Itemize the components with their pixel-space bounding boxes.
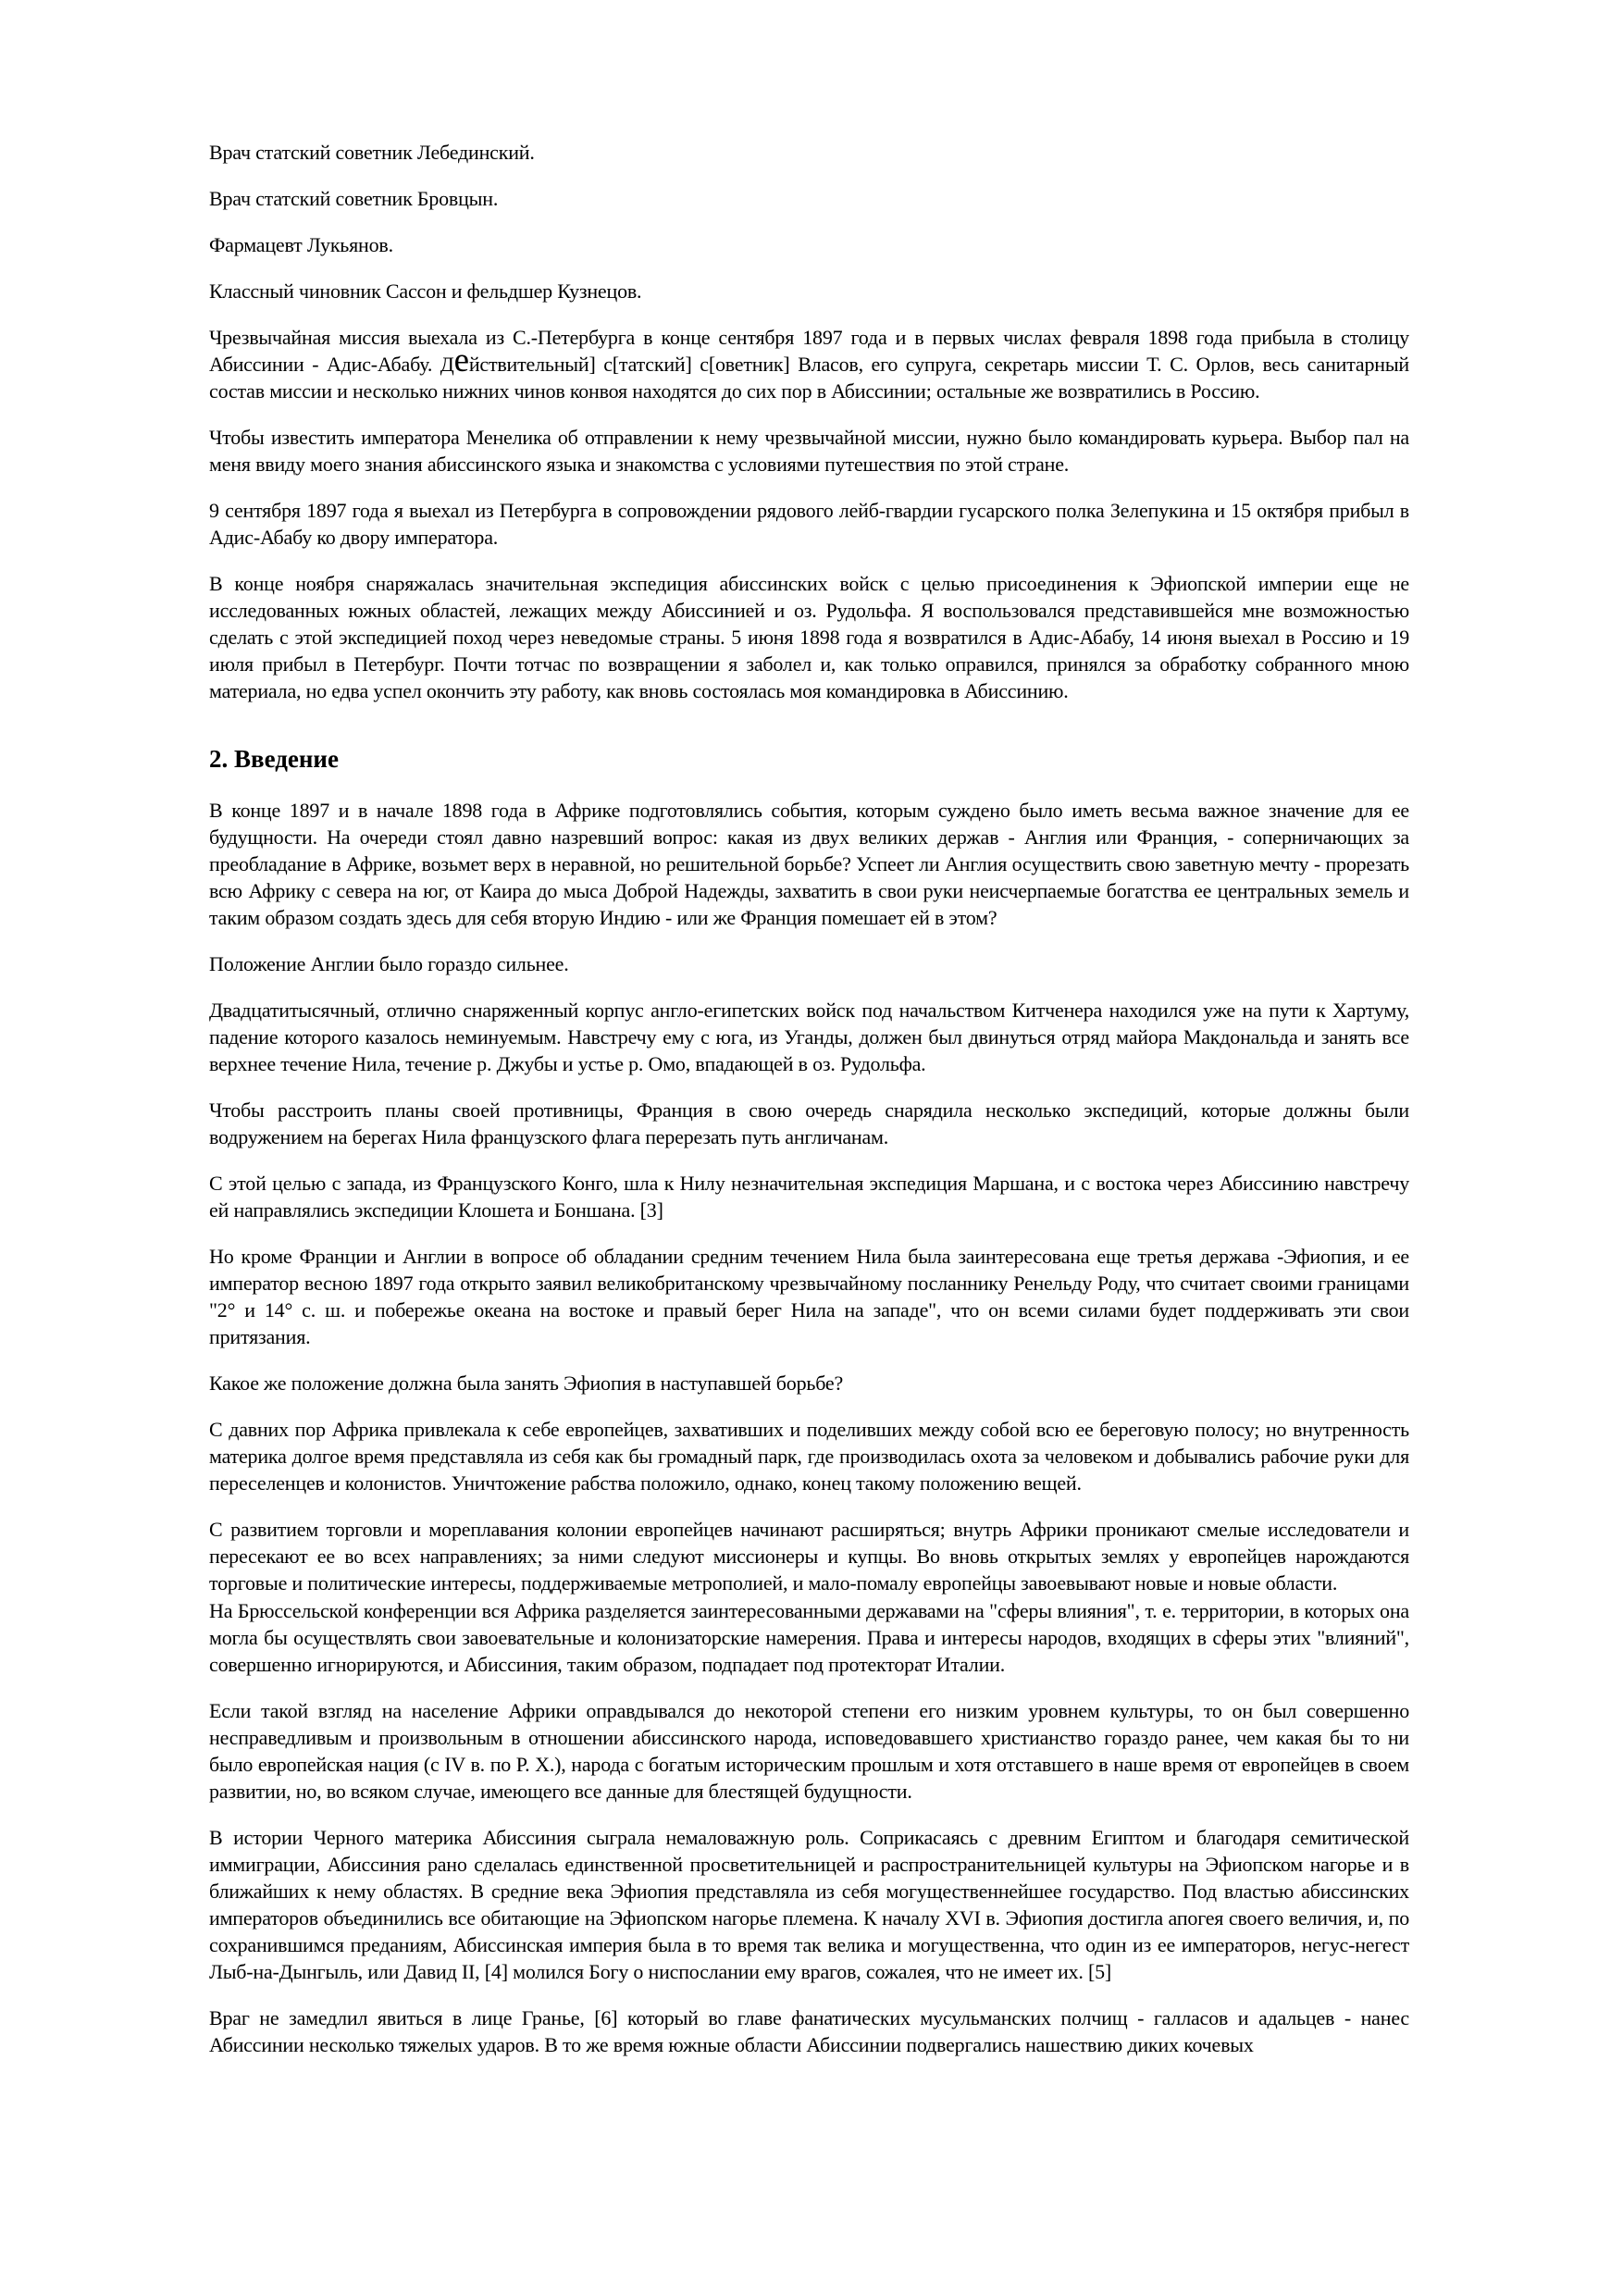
paragraph-text-before: Чрезвычайная миссия выехала из С.-Петербурга в конце сентября 1897 года и в первых числах февраля 1898 года прибыла в столицу Абиссинии - Адис-Абабу. Д	[209, 326, 1409, 376]
paragraph-marchand-expedition: С этой целью с запада, из Французского Конго, шла к Нилу незначительная экспедиция Маршана, и с востока через Абиссинию навстречу ей направлялись экспедиции Клошета и Боншана. [3]	[209, 1172, 1409, 1222]
paragraph-granye-enemy: Враг не замедлил явиться в лице Гранье, [6] который во главе фанатических мусульманских полчищ - галласов и адальцев - нанес Абиссинии несколько тяжелых ударов. В то же время южные области Абиссинии подвергались нашествию диких кочевых	[209, 2006, 1409, 2056]
paragraph-text-after: йствительный] с[татский] с[оветник] Власов, его супруга, секретарь миссии Т. С. Орлов, весь санитарный состав миссии и несколько нижних чинов конвоя находятся до сих пор в Абиссинии; остальные же возвратились в Россию.	[209, 353, 1409, 403]
paragraph-ethiopia-question: Какое же положение должна была занять Эфиопия в наступавшей борьбе?	[209, 1371, 844, 1395]
paragraph-kitchener-corps: Двадцатитысячный, отлично снаряженный корпус англо-египетских войск под начальством Китченера находился уже на пути к Хартуму, падение которого казалось неминуемым. Навстречу ему с юга, из Уганды, должен был двинуться отряд майора Макдональда и занять все верхнее течение Нила, течение р. Джубы и устье р. Омо, впадающей в оз. Рудольфа.	[209, 999, 1409, 1075]
paragraph-france-expeditions: Чтобы расстроить планы своей противницы, Франция в свою очередь снарядила несколько экспедиций, которые должны были водружением на берегах Нила французского флага перерезать путь англичанам.	[209, 1098, 1409, 1148]
paragraph-abyssinian-people: Если такой взгляд на население Африки оправдывался до некоторой степени его низким уровнем культуры, то он был совершенно несправедливым и произвольным в отношении абиссинского народа, исповедовавшего христианство гораздо ранее, чем какая бы то ни было европейская нация (с IV в. по Р. Х.), народа с богатым историческим прошлым и хотя отставшего в наше время от европейцев в своем развитии, но, во всяком случае, имеющего все данные для блестящей будущности.	[209, 1699, 1409, 1803]
paragraph-abyssinia-history: В истории Черного материка Абиссиния сыграла немаловажную роль. Соприкасаясь с древним Египтом и благодаря семитической иммиграции, Абиссиния рано сделалась единственной просветительницей и распространительницей культуры на Эфиопском нагорье и в ближайших к нему областях. В средние века Эфиопия представляла из себя могущественнейшее государство. Под властью абиссинских императоров объединились все обитающие на Эфиопском нагорье племена. К началу XVI в. Эфиопия достигла апогея своего величия, и, по сохранившимся преданиям, Абиссинская империя была в то время так велика и могущественна, что один из ее императоров, негус-негест Лыб-на-Дынгыль, или Давид II, [4] молился Богу о ниспослании ему врагов, сожалея, что не имеет их. [5]	[209, 1826, 1409, 1983]
paragraph-courier-choice: Чтобы известить императора Менелика об отправлении к нему чрезвычайной миссии, нужно было командировать курьера. Выбор пал на меня ввиду моего знания абиссинского языка и знакомства с условиями путешествия по этой стране.	[209, 426, 1409, 476]
paragraph-africa-events: В конце 1897 и в начале 1898 года в Африке подготовлялись события, которым суждено было иметь весьма важное значение для ее будущности. На очереди стоял давно назревший вопрос: какая из двух великих держав - Англия или Франция, - соперничающих за преобладание в Африке, возьмет верх в неравной, но решительной борьбе? Успеет ли Англия осуществить свою заветную мечту - прорезать всю Африку с севера на юг, от Каира до мыса Доброй Надежды, захватить в свои руки неисчерпаемые богатства ее центральных земель и таким образом создать здесь для себя вторую Индию - или же Франция помешает ей в этом?	[209, 799, 1409, 929]
paragraph-africa-europeans: С давних пор Африка привлекала к себе европейцев, захвативших и поделивших между собой всю ее береговую полосу; но внутренность материка долгое время представляла из себя как бы громадный парк, где производилась охота за человеком и добывались рабочие руки для переселенцев и колонистов. Уничтожение рабства положило, однако, конец такому положению вещей.	[209, 1418, 1409, 1495]
section-heading-introduction: 2. Введение	[209, 745, 339, 773]
paragraph-september-departure: 9 сентября 1897 года я выехал из Петербурга в сопровождении рядового лейб-гвардии гусарского полка Зелепукина и 15 октября прибыл в Адис-Абабу ко двору императора.	[209, 499, 1409, 549]
paragraph-mission-departure	[209, 324, 1409, 404]
paragraph-ethiopia-claims: Но кроме Франции и Англии в вопросе об обладании средним течением Нила была заинтересована еще третья держава -Эфиопия, и ее император весною 1897 года открыто заявил великобританскому чрезвычайному посланнику Ренельду Роду, что считает своими границами "2° и 14° с. ш. и побережье океана на востоке и правый берег Нила на западе", что он всеми силами будет поддерживать эти свои притязания.	[209, 1245, 1409, 1348]
paragraph-november-expedition: В конце ноября снаряжалась значительная экспедиция абиссинских войск с целью присоединения к Эфиопской империи еще не исследованных южных областей, лежащих между Абиссинией и оз. Рудольфа. Я воспользовался представившейся мне возможностью сделать с этой экспедицией поход через неведомые страны. 5 июня 1898 года я возвратился в Адис-Абабу, 14 июня выехал в Россию и 19 июля прибыл в Петербург. Почти тотчас по возвращении я заболел и, как только оправился, принялся за обработку собранного мною материала, но едва успел окончить эту работу, как вновь состоялась моя командировка в Абиссинию.	[209, 572, 1409, 702]
paragraph-official-sasson: Классный чиновник Сассон и фельдшер Кузнецов.	[209, 279, 642, 303]
paragraph-brussels-conference: На Брюссельской конференции вся Африка разделяется заинтересованными державами на "сферы влияния", т. е. территории, в которых она могла бы осуществлять свои завоевательные и колонизаторские намерения. Права и интересы народов, входящих в сферы этих "влияний", совершенно игнорируются, и Абиссиния, таким образом, подпадает под протекторат Италии.	[209, 1599, 1409, 1676]
paragraph-doctor-brovtsyn: Врач статский советник Бровцын.	[209, 187, 499, 210]
paragraph-pharmacist: Фармацевт Лукьянов.	[209, 233, 393, 256]
paragraph-trade-development: С развитием торговли и мореплавания колонии европейцев начинают расширяться; внутрь Африки проникают смелые исследователи и пересекают ее во всех направлениях; за ними следуют миссионеры и купцы. Во вновь открытых землях у европейцев нарождаются торговые и политические интересы, поддерживаемые метрополией, и мало-помалу европейцы завоевывают новые и новые области.	[209, 1518, 1409, 1595]
enlarged-letter: е	[453, 341, 469, 379]
paragraph-england-position: Положение Англии было гораздо сильнее.	[209, 952, 569, 975]
paragraph-doctor-lebedinsky: Врач статский советник Лебединский.	[209, 141, 535, 164]
